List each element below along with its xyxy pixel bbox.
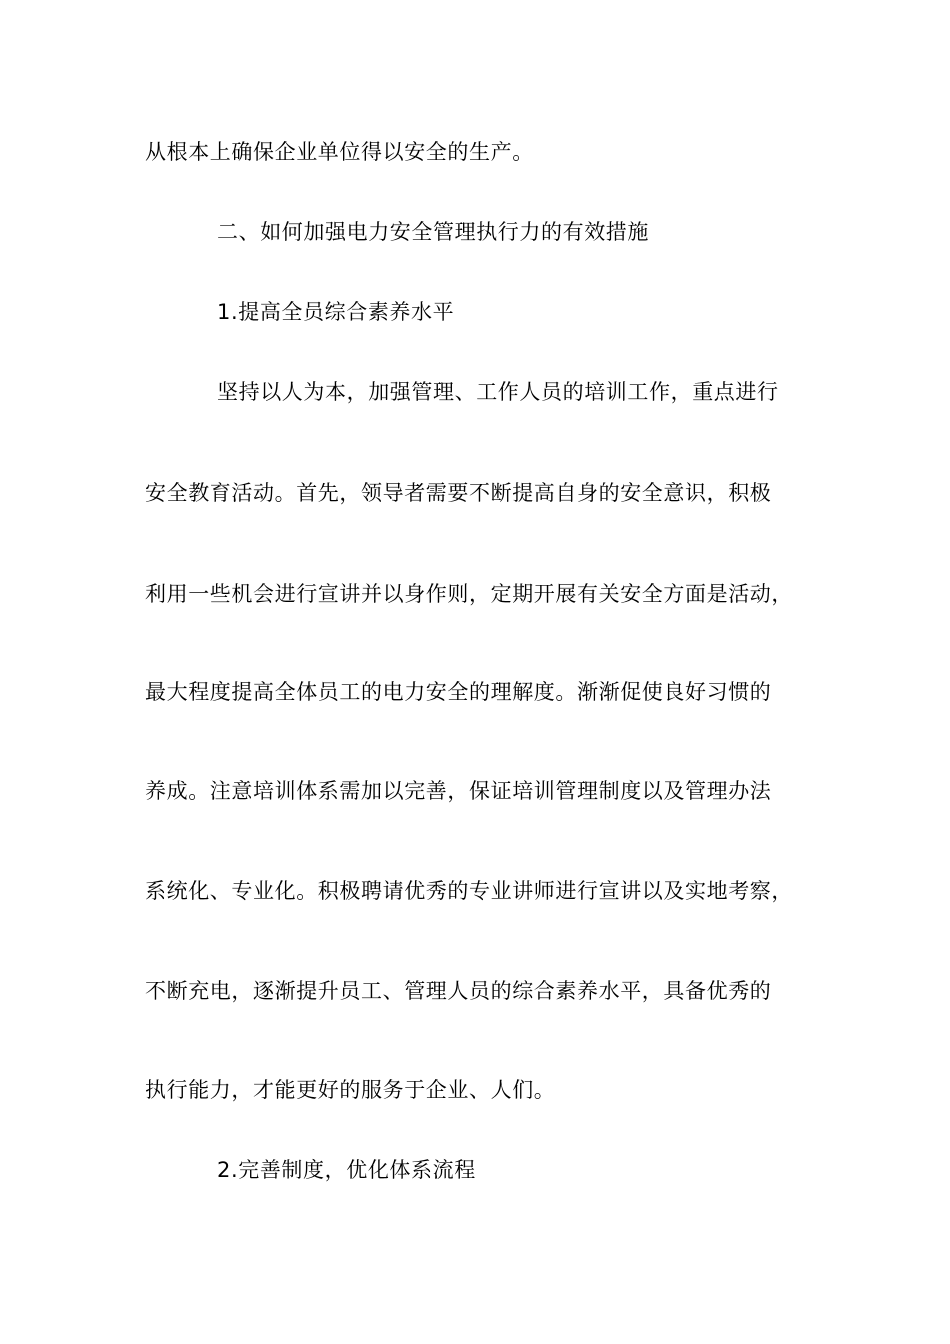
paragraph-line: 从根本上确保企业单位得以安全的生产。 xyxy=(145,140,534,164)
paragraph-line: 养成。注意培训体系需加以完善，保证培训管理制度以及管理办法 xyxy=(145,779,772,803)
section-heading: 二、如何加强电力安全管理执行力的有效措施 xyxy=(217,220,649,244)
paragraph-line: 不断充电，逐渐提升员工、管理人员的综合素养水平，具备优秀的 xyxy=(145,979,772,1003)
paragraph-line: 利用一些机会进行宣讲并以身作则，定期开展有关安全方面是活动， xyxy=(145,582,793,606)
subsection-heading: 1.提高全员综合素养水平 xyxy=(217,300,455,324)
paragraph-line: 最大程度提高全体员工的电力安全的理解度。渐渐促使良好习惯的 xyxy=(145,680,772,704)
paragraph-line: 坚持以人为本，加强管理、工作人员的培训工作，重点进行 xyxy=(217,380,779,404)
paragraph-line: 安全教育活动。首先，领导者需要不断提高自身的安全意识，积极 xyxy=(145,481,772,505)
paragraph-line: 执行能力，才能更好的服务于企业、人们。 xyxy=(145,1078,556,1102)
paragraph-line: 系统化、专业化。积极聘请优秀的专业讲师进行宣讲以及实地考察， xyxy=(145,879,793,903)
subsection-heading: 2.完善制度，优化体系流程 xyxy=(217,1158,476,1182)
